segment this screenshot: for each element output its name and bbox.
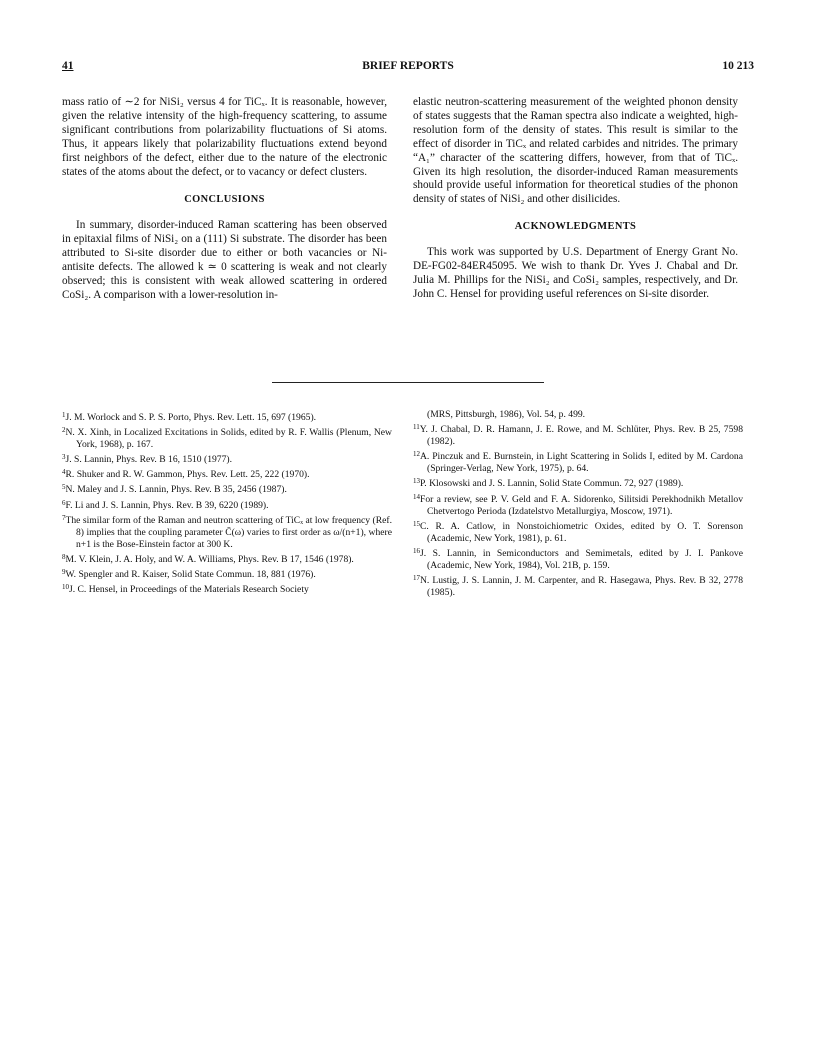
reference-item: $^{13}$P. Klosowski and J. S. Lannin, Solid State Commun. 72, 927 (1989). — [413, 477, 684, 490]
paragraph-continued-right: elastic neutron-scattering measurement of the weighted phonon density of states suggests that the Raman spectra also indicate a weighted, high-resolution form of the density of states. This result is similar to the effect of disorder in TiCₓ and related carbides and nitrides. The primary “A₁” character of the scattering differs, however, from that of TiCₓ. Given its high resolution, the disorder-induced Raman measurements should provide useful information for theoretical studies of the phonon density of states of NiSi₂ and other disilicides. — [413, 96, 738, 206]
reference-item: $^9$W. Spengler and R. Kaiser, Solid State Commun. 18, 881 (1976). — [62, 568, 316, 581]
reference-item: $^6$F. Li and J. S. Lannin, Phys. Rev. B 39, 6220 (1989). — [62, 498, 269, 511]
left-text-column — [62, 96, 387, 303]
page-number-right: 10 213 — [722, 60, 754, 72]
conclusions-paragraph: In summary, disorder-induced Raman scattering has been observed in epitaxial films of NiSi₂ on a (111) Si substrate. The disorder has been attributed to Si-site disorder due to either or both vacancies or Ni-antisite defects. The allowed k ≃ 0 scattering is weak and not clearly observed; this is consistent with weak allowed scattering in ordered CoSi₂. A comparison with a lower-resolution in- — [62, 219, 387, 301]
references-right-column — [413, 409, 743, 599]
reference-item: $^{12}$A. Pinczuk and E. Burnstein, in Light Scattering in Solids I, edited by M. Cardona (Springer-Verlag, New York, 1975), p. 64. — [413, 450, 743, 475]
reference-item: $^3$J. S. Lannin, Phys. Rev. B 16, 1510 (1977). — [62, 453, 232, 466]
reference-item: $^8$M. V. Klein, J. A. Holy, and W. A. Williams, Phys. Rev. B 17, 1546 (1978). — [62, 552, 354, 565]
reference-item: $^1$J. M. Worlock and S. P. S. Porto, Phys. Rev. Lett. 15, 697 (1965). — [62, 411, 317, 423]
reference-item: $^5$N. Maley and J. S. Lannin, Phys. Rev. B 35, 2456 (1987). — [62, 483, 287, 496]
reference-continuation: (MRS, Pittsburgh, 1986), Vol. 54, p. 499. — [427, 409, 586, 420]
conclusions-heading: CONCLUSIONS — [184, 194, 265, 206]
references-left-column — [62, 409, 392, 596]
running-head: BRIEF REPORTS — [362, 60, 454, 72]
reference-item: $^{14}$For a review, see P. V. Geld and F. A. Sidorenko, Silitsidi Perekhodnikh Metallov Chetvertogo Perioda (Izdatelstvo Metallurgiya, Moscow, 1971). — [413, 492, 743, 517]
reference-item: $^{10}$J. C. Hensel, in Proceedings of the Materials Research Society — [62, 583, 309, 596]
reference-item: $^{16}$J. S. Lannin, in Semiconductors and Semimetals, edited by J. I. Pankove (Academic, New York, 1984), Vol. 21B, p. 159. — [413, 546, 743, 572]
section-divider-rule — [272, 382, 544, 383]
acknowledgments-paragraph: This work was supported by U.S. Department of Energy Grant No. DE-FG02-84ER45095. We wish to thank Dr. Yves J. Chabal and Dr. Julia M. Phillips for the NiSi₂ and CoSi₂ samples, respectively, and Dr. John C. Hensel for providing useful references on Si-site disorder. — [413, 246, 738, 300]
reference-item: $^{17}$N. Lustig, J. S. Lannin, J. M. Carpenter, and R. Hasegawa, Phys. Rev. B 32, 2778 (1985). — [413, 574, 743, 599]
reference-item: $^{11}$Y. J. Chabal, D. R. Hamann, J. E. Rowe, and M. Schlüter, Phys. Rev. B 25, 7598 (1982). — [413, 423, 743, 448]
reference-item: $^7$The similar form of the Raman and neutron scattering of TiCₓ at low frequency (Ref. 8) implies that the coupling parameter C̄(ω) varies to first order as ω/(n+1), where n+1 is the Bose-Einstein factor at 300 K. — [62, 513, 392, 550]
right-text-column — [413, 96, 738, 302]
reference-item: $^4$R. Shuker and R. W. Gammon, Phys. Rev. Lett. 25, 222 (1970). — [62, 468, 310, 481]
acknowledgments-heading: ACKNOWLEDGMENTS — [514, 221, 637, 233]
page-number-left: 41 — [62, 60, 74, 72]
reference-item: $^{15}$C. R. A. Catlow, in Nonstoichiometric Oxides, edited by O. T. Sorenson (Academic, New York, 1981), p. 61. — [413, 519, 743, 544]
reference-item: $^2$N. X. Xinh, in Localized Excitations in Solids, edited by R. F. Wallis (Plenum, New York, 1968), p. 167. — [62, 426, 392, 451]
page-header — [62, 60, 754, 78]
paragraph-continued: mass ratio of ∼2 for NiSi₂ versus 4 for TiCₓ. It is reasonable, however, given the relative intensity of the high-frequency scattering, to assume significant contributions from polarizability fluctuations of Si atoms. Thus, it appears likely that polarizability fluctuations extend beyond first neighbors of the defect, either due to the nature of the electronic states of the atoms about the defect, or to vacancy or defect clusters. — [62, 96, 387, 178]
